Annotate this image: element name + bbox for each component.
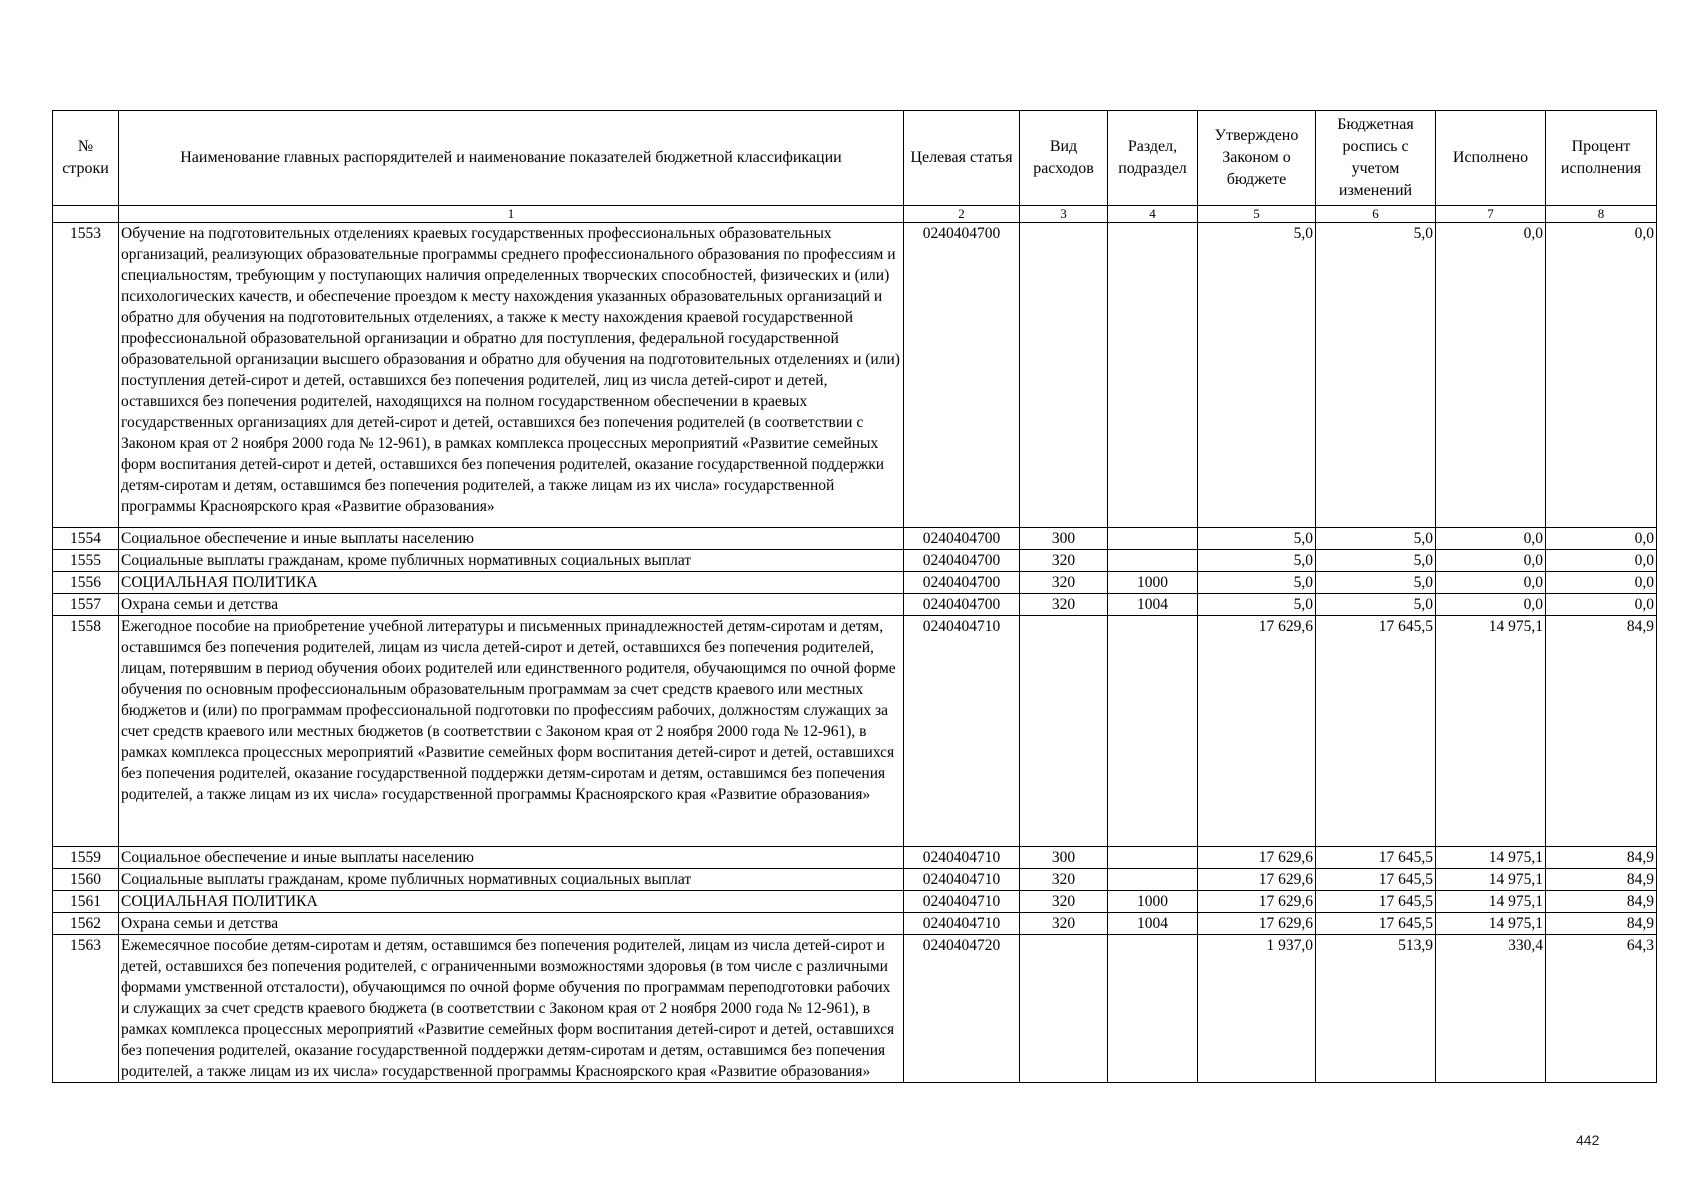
header-budget-schedule: Бюджетная роспись с учетом изменений	[1316, 111, 1436, 206]
row-name: СОЦИАЛЬНАЯ ПОЛИТИКА	[119, 891, 904, 913]
table-row	[53, 223, 1657, 528]
row-percent: 84,9	[1546, 847, 1657, 869]
row-number: 1559	[53, 847, 119, 869]
row-executed: 14 975,1	[1436, 616, 1546, 847]
row-target-article: 0240404700	[904, 528, 1020, 550]
header-percent: Процент исполнения	[1546, 111, 1657, 206]
row-budget-schedule: 17 645,5	[1316, 913, 1436, 935]
table-row	[53, 891, 1657, 913]
row-section	[1108, 223, 1198, 528]
row-target-article: 0240404710	[904, 891, 1020, 913]
row-executed: 14 975,1	[1436, 869, 1546, 891]
row-approved: 17 629,6	[1198, 847, 1316, 869]
row-expense-type: 320	[1020, 572, 1108, 594]
row-approved: 5,0	[1198, 528, 1316, 550]
table-row	[53, 913, 1657, 935]
table-row	[53, 935, 1657, 1083]
row-percent: 0,0	[1546, 572, 1657, 594]
row-executed: 0,0	[1436, 528, 1546, 550]
column-number: 3	[1020, 206, 1108, 223]
row-section: 1000	[1108, 572, 1198, 594]
header-target-article: Целевая статья	[904, 111, 1020, 206]
row-section: 1004	[1108, 913, 1198, 935]
row-section: 1000	[1108, 891, 1198, 913]
table-row	[53, 572, 1657, 594]
row-executed: 0,0	[1436, 594, 1546, 616]
row-budget-schedule: 17 645,5	[1316, 847, 1436, 869]
row-number: 1560	[53, 869, 119, 891]
row-section	[1108, 550, 1198, 572]
row-budget-schedule: 17 645,5	[1316, 869, 1436, 891]
row-number: 1556	[53, 572, 119, 594]
row-name: Социальные выплаты гражданам, кроме публичных нормативных социальных выплат	[119, 869, 904, 891]
row-budget-schedule: 5,0	[1316, 528, 1436, 550]
table-row	[53, 594, 1657, 616]
row-target-article: 0240404710	[904, 616, 1020, 847]
budget-execution-table	[52, 110, 1657, 1083]
row-percent: 84,9	[1546, 891, 1657, 913]
column-number: 4	[1108, 206, 1198, 223]
table-row	[53, 847, 1657, 869]
row-approved: 5,0	[1198, 223, 1316, 528]
row-approved: 5,0	[1198, 550, 1316, 572]
row-approved: 1 937,0	[1198, 935, 1316, 1083]
table-row	[53, 616, 1657, 847]
row-budget-schedule: 5,0	[1316, 550, 1436, 572]
row-name: Социальные выплаты гражданам, кроме публичных нормативных социальных выплат	[119, 550, 904, 572]
row-section	[1108, 869, 1198, 891]
row-percent: 0,0	[1546, 550, 1657, 572]
table-row	[53, 869, 1657, 891]
row-name: Ежемесячное пособие детям-сиротам и детям, оставшимся без попечения родителей, лицам из числа детей-сирот и детей, оставшихся без попечения родителей, с ограниченными возможностями здоровья (в том числе с различными формами умственной отсталости), обучающимся по очной форме обучения по программам переподготовки рабочих и служащих за счет средств краевого бюджета (в соответствии с Законом края от 2 ноября 2000 года № 12-961), в рамках комплекса процессных мероприятий «Развитие семейных форм воспитания детей-сирот и детей, оставшихся без попечения родителей, оказание государственной поддержки детям-сиротам и детям, оставшимся без попечения родителей, а также лицам из их числа» государственной программы Красноярского края «Развитие образования»	[119, 935, 904, 1083]
table-header-row	[53, 111, 1657, 206]
row-budget-schedule: 5,0	[1316, 572, 1436, 594]
header-executed: Исполнено	[1436, 111, 1546, 206]
row-target-article: 0240404700	[904, 550, 1020, 572]
row-percent: 84,9	[1546, 616, 1657, 847]
row-executed: 14 975,1	[1436, 847, 1546, 869]
row-approved: 17 629,6	[1198, 869, 1316, 891]
row-budget-schedule: 17 645,5	[1316, 616, 1436, 847]
row-section	[1108, 528, 1198, 550]
row-executed: 0,0	[1436, 550, 1546, 572]
row-expense-type: 320	[1020, 891, 1108, 913]
row-executed: 330,4	[1436, 935, 1546, 1083]
row-section	[1108, 847, 1198, 869]
row-percent: 84,9	[1546, 869, 1657, 891]
row-approved: 17 629,6	[1198, 913, 1316, 935]
row-section	[1108, 935, 1198, 1083]
row-target-article: 0240404700	[904, 572, 1020, 594]
row-expense-type	[1020, 935, 1108, 1083]
row-executed: 0,0	[1436, 572, 1546, 594]
row-section	[1108, 616, 1198, 847]
row-number: 1558	[53, 616, 119, 847]
row-executed: 0,0	[1436, 223, 1546, 528]
row-target-article: 0240404710	[904, 847, 1020, 869]
row-percent: 0,0	[1546, 528, 1657, 550]
row-number: 1562	[53, 913, 119, 935]
row-expense-type	[1020, 223, 1108, 528]
row-executed: 14 975,1	[1436, 891, 1546, 913]
column-number: 5	[1198, 206, 1316, 223]
header-section: Раздел, подраздел	[1108, 111, 1198, 206]
row-name: Охрана семьи и детства	[119, 913, 904, 935]
row-number: 1561	[53, 891, 119, 913]
column-number: 1	[119, 206, 904, 223]
row-target-article: 0240404700	[904, 594, 1020, 616]
column-number: 2	[904, 206, 1020, 223]
header-approved: Утверждено Законом о бюджете	[1198, 111, 1316, 206]
page-number: 442	[1576, 1132, 1600, 1148]
row-target-article: 0240404700	[904, 223, 1020, 528]
row-number: 1555	[53, 550, 119, 572]
row-expense-type: 320	[1020, 594, 1108, 616]
row-expense-type: 320	[1020, 913, 1108, 935]
column-number: 6	[1316, 206, 1436, 223]
row-section: 1004	[1108, 594, 1198, 616]
column-number: 8	[1546, 206, 1657, 223]
row-target-article: 0240404710	[904, 869, 1020, 891]
row-expense-type: 320	[1020, 550, 1108, 572]
row-target-article: 0240404720	[904, 935, 1020, 1083]
row-number: 1553	[53, 223, 119, 528]
row-number: 1557	[53, 594, 119, 616]
table-row	[53, 528, 1657, 550]
header-name: Наименование главных распорядителей и наименование показателей бюджетной классификации	[119, 111, 904, 206]
row-name: Социальное обеспечение и иные выплаты населению	[119, 847, 904, 869]
row-name: Социальное обеспечение и иные выплаты населению	[119, 528, 904, 550]
row-name: СОЦИАЛЬНАЯ ПОЛИТИКА	[119, 572, 904, 594]
header-expense-type: Вид расходов	[1020, 111, 1108, 206]
row-name: Обучение на подготовительных отделениях краевых государственных профессиональных образовательных организаций, реализующих образовательные программы среднего профессионального образования по профессиям и специальностям, требующим у поступающих наличия определенных творческих способностей, физических и (или) психологических качеств, и обеспечение проездом к месту нахождения указанных образовательных организаций и обратно для обучения на подготовительных отделениях, а также к месту нахождения краевой государственной профессиональной образовательной организации и обратно для поступления, федеральной государственной образовательной организации высшего образования и обратно для обучения на подготовительных отделениях и (или) поступления детей-сирот и детей, оставшихся без попечения родителей, лиц из числа детей-сирот и детей, оставшихся без попечения родителей, находящихся на полном государственном обеспечении в краевых государственных организациях для детей-сирот и детей, оставшихся без попечения родителей (в соответствии с Законом края от 2 ноября 2000 года № 12-961), в рамках комплекса процессных мероприятий «Развитие семейных форм воспитания детей-сирот и детей, оставшихся без попечения родителей, оказание государственной поддержки детям-сиротам и детям, оставшимся без попечения родителей, а также лицам из их числа» государственной программы Красноярского края «Развитие образования»	[119, 223, 904, 528]
row-approved: 5,0	[1198, 572, 1316, 594]
row-name: Ежегодное пособие на приобретение учебной литературы и письменных принадлежностей детям-сиротам и детям, оставшимся без попечения родителей, лицам из числа детей-сирот и детей, оставшихся без попечения родителей, лицам, потерявшим в период обучения обоих родителей или единственного родителя, обучающимся по очной форме обучения по основным профессиональным образовательным программам за счет средств краевого или местных бюджетов и (или) по программам профессиональной подготовки по профессиям рабочих, должностям служащих за счет средств краевого или местных бюджетов (в соответствии с Законом края от 2 ноября 2000 года № 12-961), в рамках комплекса процессных мероприятий «Развитие семейных форм воспитания детей-сирот и детей, оставшихся без попечения родителей, оказание государственной поддержки детям-сиротам и детям, оставшимся без попечения родителей, а также лицам из их числа» государственной программы Красноярского края «Развитие образования»	[119, 616, 904, 847]
table-row	[53, 550, 1657, 572]
row-number: 1563	[53, 935, 119, 1083]
row-approved: 17 629,6	[1198, 616, 1316, 847]
row-budget-schedule: 17 645,5	[1316, 891, 1436, 913]
row-budget-schedule: 5,0	[1316, 594, 1436, 616]
row-budget-schedule: 5,0	[1316, 223, 1436, 528]
row-expense-type: 320	[1020, 869, 1108, 891]
row-expense-type	[1020, 616, 1108, 847]
row-approved: 5,0	[1198, 594, 1316, 616]
row-approved: 17 629,6	[1198, 891, 1316, 913]
column-number-row	[53, 206, 1657, 223]
row-expense-type: 300	[1020, 528, 1108, 550]
row-name: Охрана семьи и детства	[119, 594, 904, 616]
row-percent: 0,0	[1546, 594, 1657, 616]
row-budget-schedule: 513,9	[1316, 935, 1436, 1083]
column-number-blank	[53, 206, 119, 223]
column-number: 7	[1436, 206, 1546, 223]
row-target-article: 0240404710	[904, 913, 1020, 935]
row-percent: 0,0	[1546, 223, 1657, 528]
header-row-number: № строки	[53, 111, 119, 206]
row-percent: 64,3	[1546, 935, 1657, 1083]
row-executed: 14 975,1	[1436, 913, 1546, 935]
row-percent: 84,9	[1546, 913, 1657, 935]
row-expense-type: 300	[1020, 847, 1108, 869]
row-number: 1554	[53, 528, 119, 550]
